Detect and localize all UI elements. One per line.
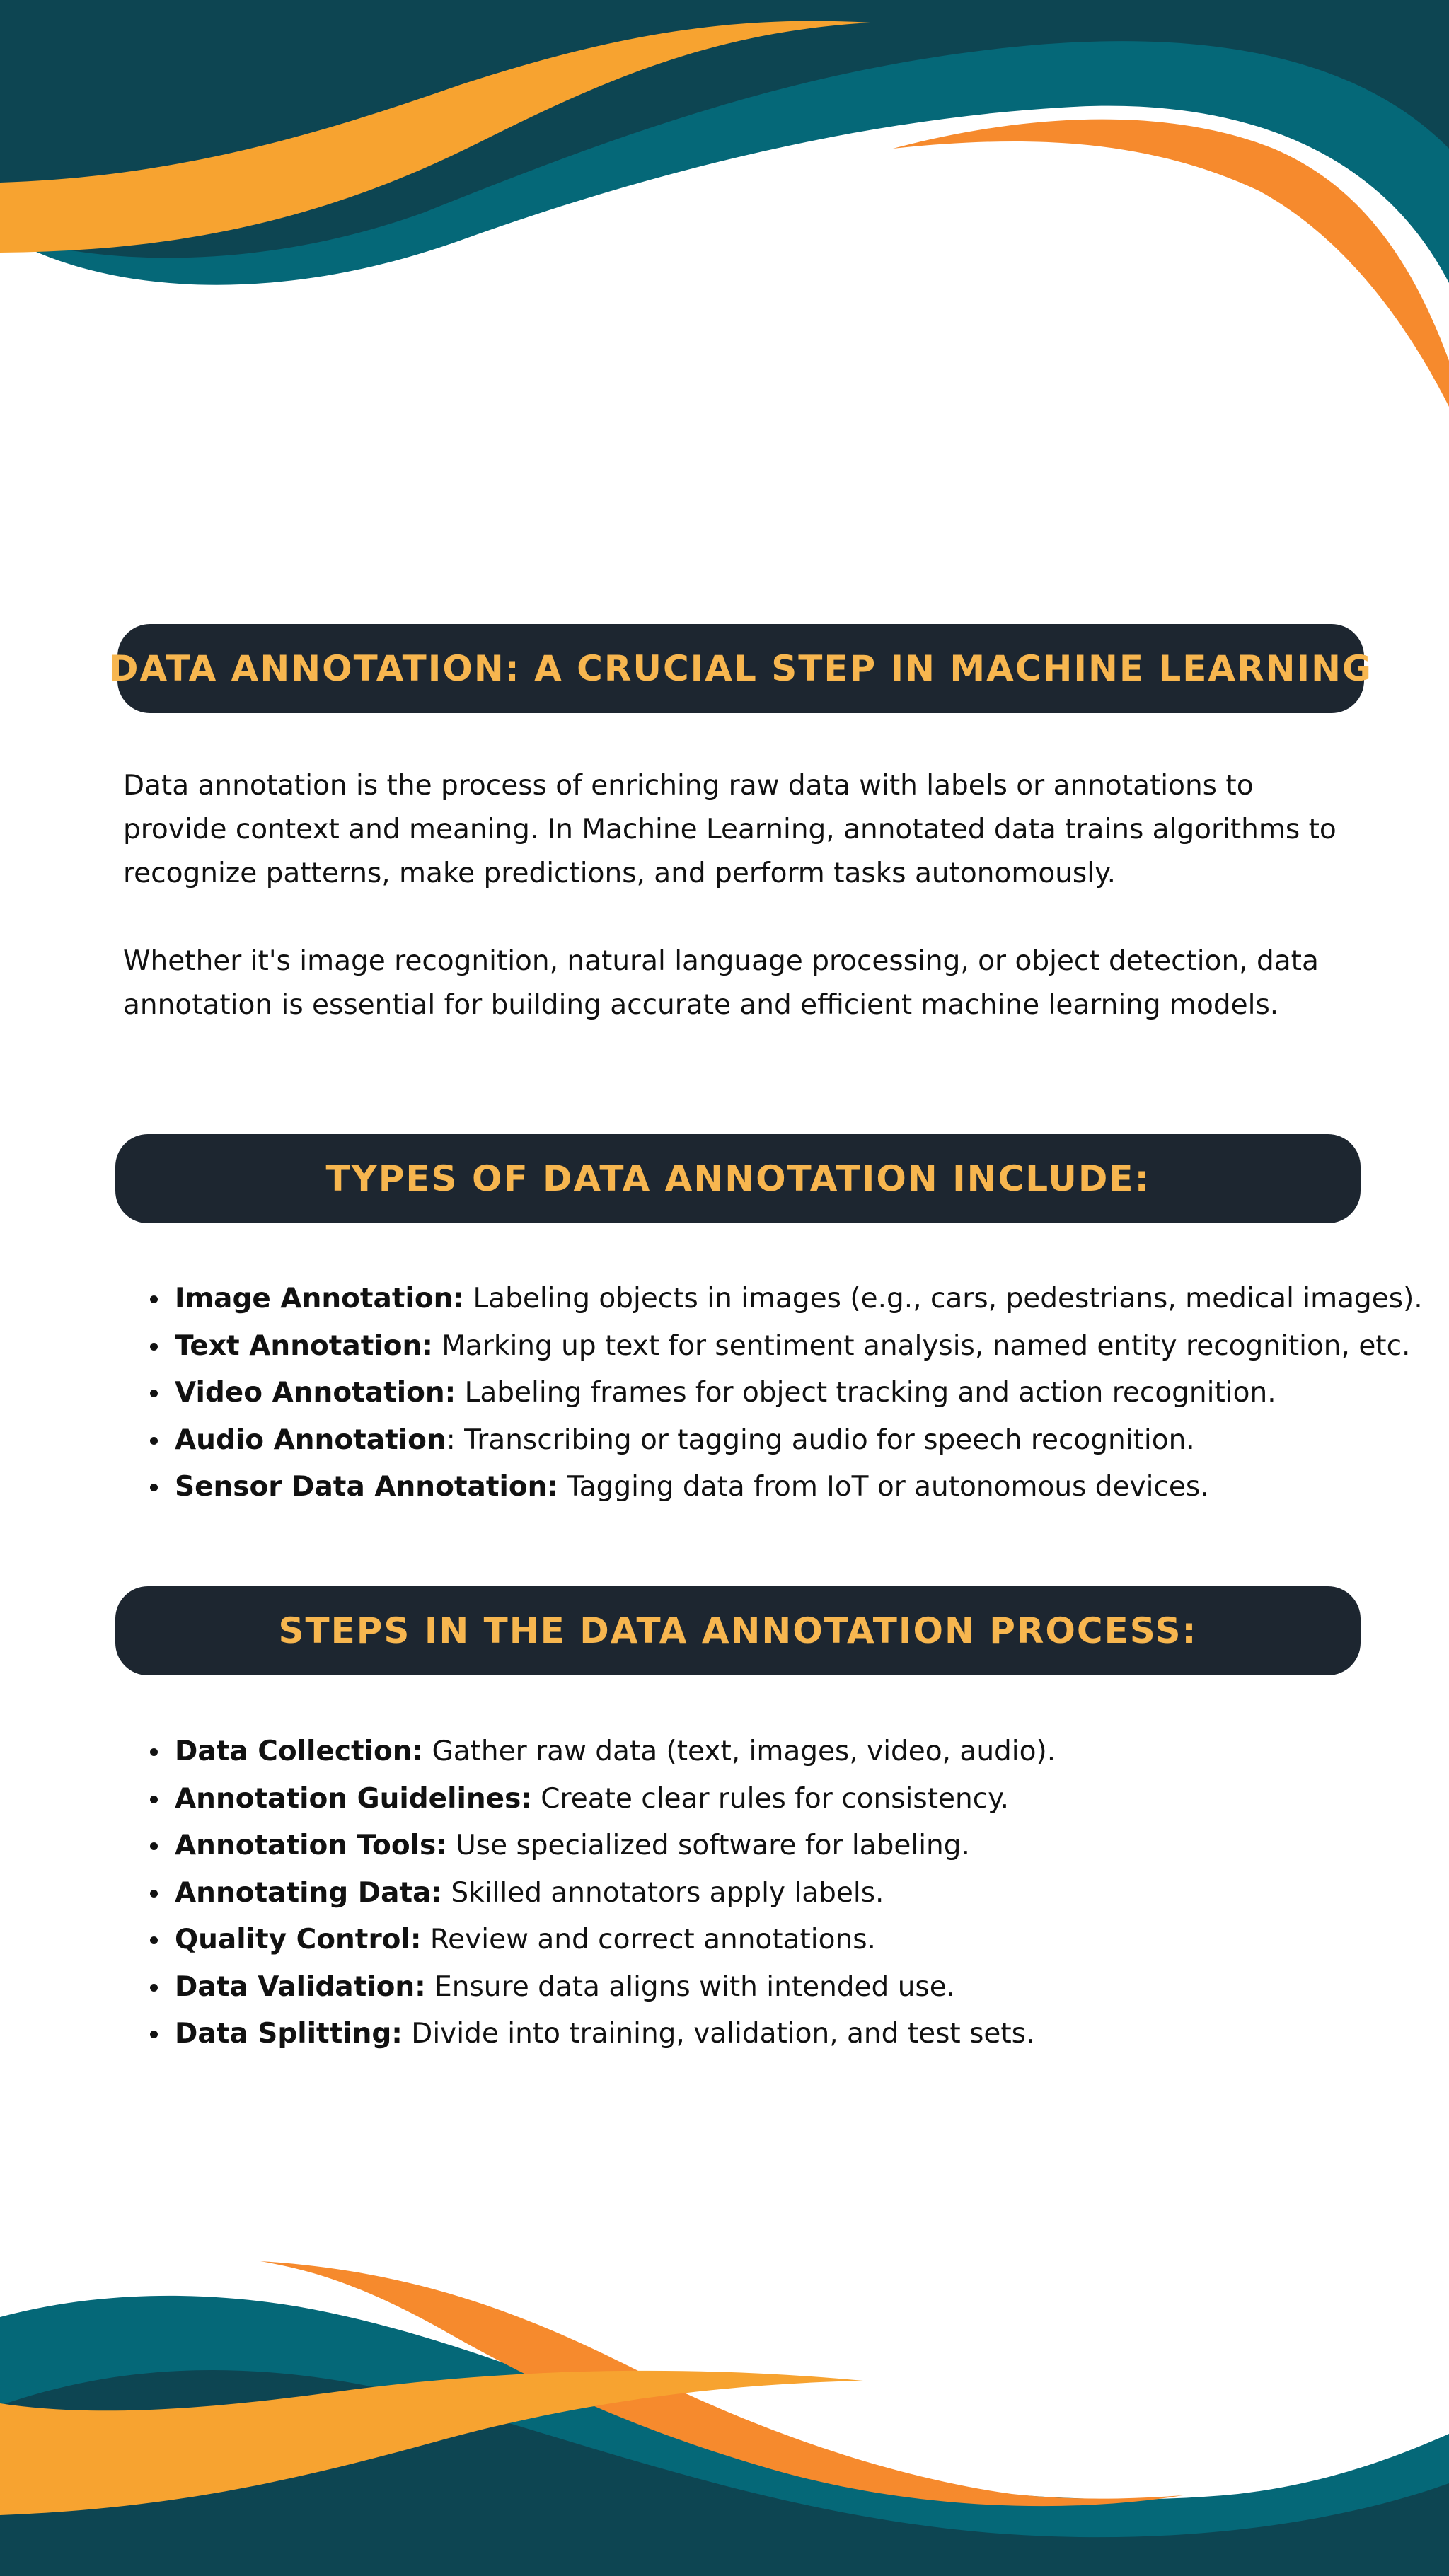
intro-paragraph-1: Data annotation is the process of enriching raw data with labels or annotations to provide context and meaning. In Machine Learning, annotated data trains algorithms to recognize patterns, make predictions, and perform tasks autonomously. <box>123 770 1337 889</box>
steps-list <box>150 1728 1409 2058</box>
types-title-banner <box>115 1134 1361 1223</box>
intro-title: DATA ANNOTATION: A CRUCIAL STEP IN MACHINE LEARNING <box>109 648 1373 689</box>
list-item: Quality Control: Review and correct annotations. <box>150 1917 1409 1964</box>
intro-paragraph-2: Whether it's image recognition, natural language processing, or object detection, data annotation is essential for building accurate and efficient machine learning models. <box>123 945 1319 1021</box>
steps-title: STEPS IN THE DATA ANNOTATION PROCESS: <box>278 1610 1198 1651</box>
list-item: Annotating Data: Skilled annotators apply labels. <box>150 1870 1409 1917</box>
steps-title-banner <box>115 1586 1361 1675</box>
list-item: Sensor Data Annotation: Tagging data from IoT or autonomous devices. <box>150 1464 1409 1511</box>
types-title: TYPES OF DATA ANNOTATION INCLUDE: <box>325 1158 1150 1199</box>
list-item: Image Annotation: Labeling objects in images (e.g., cars, pedestrians, medical images). <box>150 1276 1409 1323</box>
list-item: Audio Annotation: Transcribing or tagging audio for speech recognition. <box>150 1417 1409 1465</box>
intro-title-banner <box>109 624 1373 713</box>
intro-text <box>123 764 1354 1071</box>
list-item: Data Validation: Ensure data aligns with intended use. <box>150 1964 1409 2011</box>
top-wave-decoration <box>0 0 1449 424</box>
list-item: Data Splitting: Divide into training, validation, and test sets. <box>150 2011 1409 2058</box>
list-item: Text Annotation: Marking up text for sentiment analysis, named entity recognition, etc. <box>150 1323 1409 1370</box>
list-item: Video Annotation: Labeling frames for object tracking and action recognition. <box>150 1370 1409 1417</box>
list-item: Data Collection: Gather raw data (text, images, video, audio). <box>150 1728 1409 1776</box>
bottom-wave-decoration <box>0 2251 1449 2576</box>
list-item: Annotation Guidelines: Create clear rules for consistency. <box>150 1776 1409 1823</box>
types-list <box>150 1276 1423 1511</box>
list-item: Annotation Tools: Use specialized software for labeling. <box>150 1823 1409 1870</box>
